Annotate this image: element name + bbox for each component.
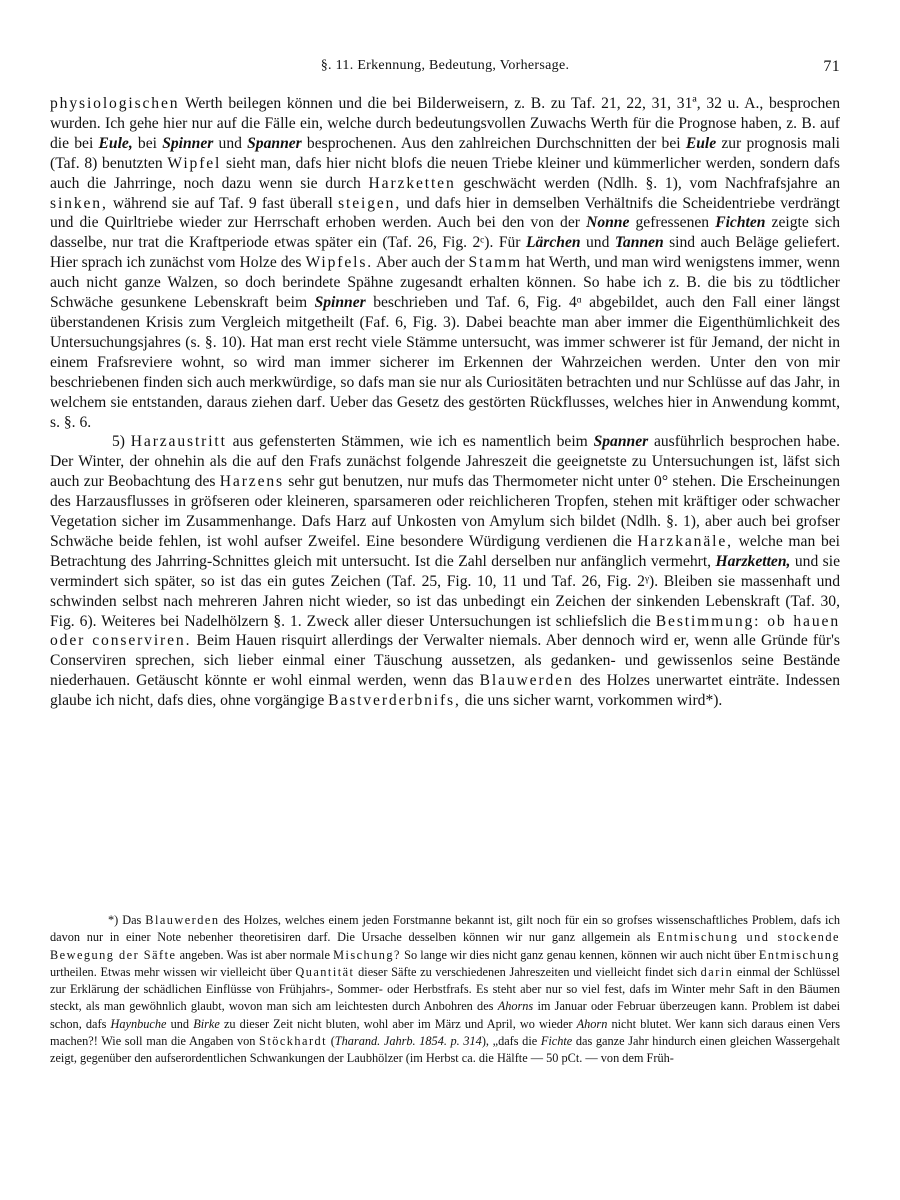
text-run: Tannen <box>614 234 664 252</box>
text-run: Blauwerden <box>479 672 574 690</box>
text-run: Wipfel <box>167 154 222 172</box>
text-run: So lange wir dies nicht ganz genau kennen, können wir auch nicht über <box>401 947 759 962</box>
text-run: steigen, <box>338 194 402 212</box>
section-title: §. 11. Erkennung, Bedeutung, Vorhersage. <box>320 58 570 73</box>
text-run: des Holzes, welches einem jeden Forstmanne bekannt ist, gilt noch für ein so grofses wissenschaftliches Problem, dafs ich davon nur in einer Note nebenher theoretisiren darf. Die Ursache desselben können wir nur ganz allgemein als <box>50 913 840 945</box>
text-run: sieht man, dafs hier nicht blofs die neuen Triebe kleiner und kümmerlicher werden, sondern dafs auch die Jahrringe, noch dazu wenn sie durch <box>50 154 840 192</box>
text-run: Bestimmung: ob hauen oder conserviren. <box>50 612 840 650</box>
text-run: Spanner <box>247 134 302 152</box>
text-run: einmal der Schlüssel zur Erklärung der schädlichen Einflüsse von Frühjahrs-, Sommer- oder Herbstfrafs. Es steht aber nur so viel fest, dafs im Winter mehr Saft in den Bäumen steckt, als man gewöhnlich glaubt, wovon man sich am leichtesten durch Anbohren des <box>50 964 840 1014</box>
text-run: nicht blutet. Wer kann sich daraus einen Vers machen?! Wie soll man die Angaben von <box>50 1016 841 1049</box>
text-run: Mischung? <box>333 947 401 962</box>
text-run: Stöckhardt <box>259 1034 328 1049</box>
text-run: Spinner <box>162 134 214 152</box>
running-header <box>50 58 840 80</box>
text-run: Beim Hauen risquirt allerdings der Verwalter niemals. Aber dennoch wird er, wenn alle Gründe für's Conserviren sprechen, sich lieber einmal einer Täuschung aussetzen, als gedanken- und gewissenlos seine Bestände niederhauen. Getäuscht könnte er wohl einmal werden, wenn das <box>50 632 840 690</box>
text-run: Bastverderbnifs, <box>328 692 461 710</box>
text-run: aus gefensterten Stämmen, wie ich es namentlich beim <box>226 433 594 451</box>
text-run: sind auch Beläge geliefert. Hier sprach ich zunächst vom Holze des <box>50 234 841 272</box>
main-text <box>50 94 840 711</box>
text-run: Harzens <box>219 473 284 491</box>
text-run: besprochenen. Aus den zahlreichen Durchschnitten der bei <box>301 134 686 152</box>
text-run: *) Das <box>108 913 146 927</box>
text-run: Ahorn <box>576 1016 608 1031</box>
text-run: des Holzes unerwartet einträte. Indessen glaube ich nicht, dafs dies, ohne vorgängige <box>50 672 840 710</box>
text-run: Entmischung <box>758 947 840 962</box>
text-run: Aber auch der <box>373 254 469 272</box>
text-run: darin <box>700 964 734 979</box>
text-run: Eule <box>685 134 717 152</box>
text-run: Haynbuche <box>110 1016 167 1031</box>
text-run: Quantität <box>295 964 355 979</box>
text-run: das ganze Jahr hindurch einen gleichen Wassergehalt zeigt, gegenüber den aufserordentlichen Schwankungen der Laubhölzer (im Herbst ca. die Hälfte — 50 pCt. — von dem Früh- <box>50 1034 840 1066</box>
text-run: und <box>580 234 615 252</box>
text-run: beschrieben und Taf. 6, Fig. 4ᵅ abgebildet, auch den Fall einer längst überstandenen Krisis zum Vergleich mitgetheilt (Faf. 6, Fig. 3). Dabei beachte man aber immer die Eigenthümlichkeit des Untersuchungsjahres (s. §. 10). Hat man erst recht viele Stämme untersucht, was immer schwerer ist für Jemand, der nicht in einem Frafsreviere wohnt, so wird man immer sicherer im Erkennen der Wahrzeichen werden. Unter den von mir beschriebenen finden sich auch merkwürdige, so dafs man sie nur als Curiositäten betrachten und nur Schlüsse auf das Jahr, in welchem sie entstanden, daraus ziehen darf. Ueber das Gesetz des gestörten Rückflusses, welches hier in Anwendung kommt, s. §. 6. <box>50 294 840 431</box>
text-run: und <box>166 1016 194 1031</box>
footnote-paragraph <box>50 912 840 1068</box>
text-run: bei <box>132 134 163 152</box>
text-run: zu dieser Zeit nicht bluten, wohl aber im März und April, wo wieder <box>219 1016 577 1031</box>
text-run: sinken, <box>50 194 108 212</box>
text-run: zeigte sich dasselbe, nur trat die Kraftperiode etwas später ein (Taf. 26, Fig. 2ᶜ). Für <box>50 214 840 252</box>
text-run: 5) <box>112 433 131 451</box>
footnote-separator <box>50 897 840 899</box>
text-run: die uns sicher warnt, vorkommen wird*). <box>460 692 723 710</box>
text-run: Fichte <box>540 1034 573 1049</box>
text-run: Wipfels. <box>305 254 374 272</box>
text-run: ausführlich besprochen habe. Der Winter, der ohnehin als die auf den Frafs zunächst folgende Jahreszeit die geeignetste zu Untersuchungen ist, läfst sich auch zur Beobachtung des <box>50 433 840 491</box>
text-run: ), „dafs die <box>481 1034 541 1049</box>
text-run: gefressenen <box>629 214 716 232</box>
text-run: und <box>213 134 248 152</box>
text-run: zur prognosis mali (Taf. 8) benutzten <box>50 134 841 172</box>
text-run: Entmischung und stockende Bewegung der Säfte <box>50 930 840 962</box>
text-run: Harzkanäle, <box>637 532 733 550</box>
paragraph-1 <box>50 94 840 432</box>
footnote <box>50 912 840 1068</box>
text-run: physiologischen <box>50 95 180 112</box>
text-run: Tharand. Jahrb. 1854. p. 314 <box>334 1034 482 1049</box>
text-run: welche man bei Betrachtung des Jahrring-Schnittes gleich mit untersucht. Ist die Zahl derselben nur anfänglich vermehrt, <box>50 532 840 570</box>
text-run: Spinner <box>314 294 366 312</box>
paragraph-2 <box>50 432 840 711</box>
text-run: urtheilen. Etwas mehr wissen wir vielleicht über <box>50 964 296 979</box>
text-run: im Januar oder Februar überzeugen kann. Problem ist dabei schon, dafs <box>50 999 840 1031</box>
text-run: während sie auf Taf. 9 fast überall <box>107 194 339 212</box>
text-run: Ahorns <box>497 999 534 1014</box>
text-run: hat Werth, und man wird wenigstens immer, wenn auch nicht ganze Walzen, so doch berindete Spähne zugesandt erhalten können. So habe ich z. B. die bis zu tödtlicher Schwäche gesunkene Lebenskraft beim <box>50 254 840 312</box>
text-run: dieser Säfte zu verschiedenen Jahreszeiten und vielleicht findet sich <box>354 964 701 979</box>
text-run: und sie vermindert sich später, so ist das ein gutes Zeichen (Taf. 25, Fig. 10, 11 und Taf. 26, Fig. 2ᵞ). Bleiben sie massenhaft und schwinden selbst nach mehreren Jahren nicht wieder, so ist das unbedingt ein Zeichen der sinkenden Lebenskraft (Taf. 30, Fig. 6). Weiteres bei Nadelhölzern §. 1. Zweck aller dieser Untersuchungen ist schliefslich die <box>50 552 840 630</box>
text-run: Fichten <box>715 214 766 232</box>
text-run: Stamm <box>468 254 523 272</box>
text-run: Werth beilegen können und die bei Bilderweisern, z. B. zu Taf. 21, 22, 31, 31ª, 32 u. A., besprochen wurden. Ich gehe hier nur auf die Fälle ein, welche durch bedeutungsvollen Zuwachs Werth für die Prognose haben, z. B. auf die bei <box>50 95 840 152</box>
text-run: Spanner <box>593 433 649 451</box>
text-run: Harzaustritt <box>130 433 227 451</box>
text-run: Harzketten <box>368 174 456 192</box>
text-run: geschwächt werden (Ndlh. §. 1), vom Nachfrafsjahre an <box>455 174 840 192</box>
text-run: Birke <box>193 1016 220 1031</box>
text-run: ( <box>327 1034 335 1049</box>
text-run: Harzketten, <box>715 552 791 570</box>
text-run: Nonne <box>586 214 630 232</box>
text-run: angeben. Was ist aber normale <box>176 947 334 962</box>
text-run: Blauwerden <box>145 913 220 927</box>
text-run: Eule, <box>98 134 133 152</box>
text-run: sehr gut benutzen, nur mufs das Thermometer nicht unter 0° stehen. Die Erscheinungen des Harzausflusses in gröfseren oder kleineren, sparsameren oder reichlicheren Tropfen, stehen mit kräftiger oder schwacher Vegetation sicher im Zusammenhange. Dafs Harz auf Unkosten von Amylum sich bildet (Ndlh. §. 1), aber auch bei grofser Schwäche beide fehlen, ist wohl aufser Zweifel. Eine besondere Würdigung verdienen die <box>50 473 840 550</box>
page-number: 71 <box>823 58 840 75</box>
text-run: Lärchen <box>525 234 581 252</box>
text-run: und dafs hier in demselben Verhältnifs die Scheidentriebe verdrängt und die Quirltriebe wieder zur Herrschaft erhoben werden. Auch bei den von der <box>50 194 840 232</box>
